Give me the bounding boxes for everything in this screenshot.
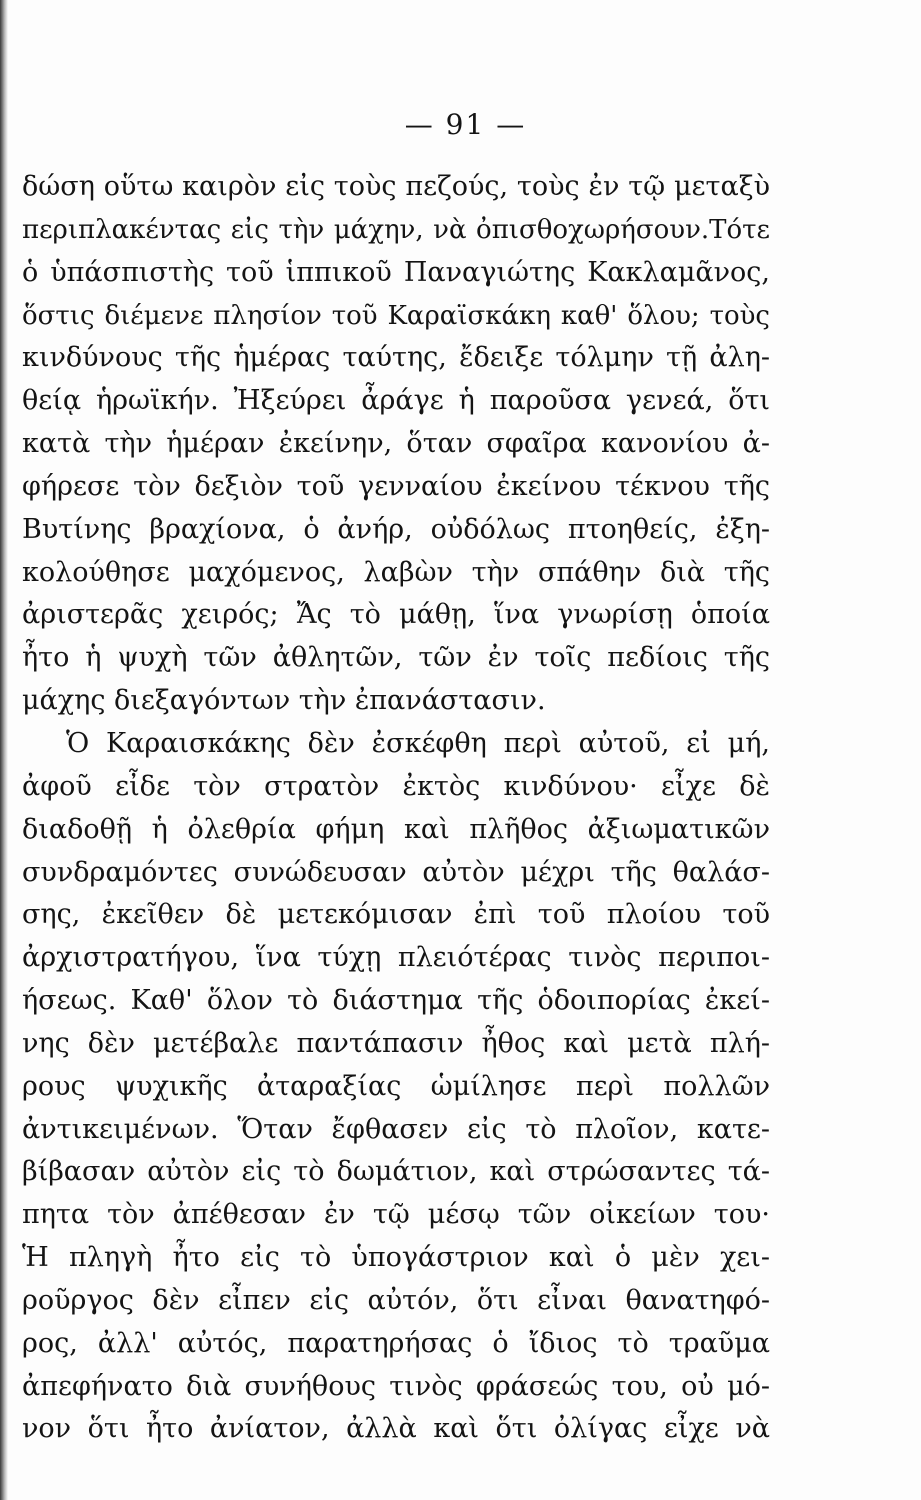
- text-line: ἀρχιστρατήγου, ἵνα τύχῃ πλειότέρας τινὸς περιποι-: [22, 942, 770, 974]
- text-line: βίβασαν αὐτὸν εἰς τὸ δωμάτιον, καὶ στρώσαντες τά-: [22, 1156, 770, 1188]
- text-line: ἀπεφήνατο διὰ συνήθους τινὸς φράσεώς του, οὐ μό-: [22, 1370, 770, 1402]
- text-line: νης δὲν μετέβαλε παντάπασιν ἦθος καὶ μετὰ πλή-: [22, 1027, 770, 1059]
- text-line-paragraph-start: Ὁ Καραισκάκης δὲν ἐσκέφθη περὶ αὐτοῦ, εἰ μή,: [66, 727, 770, 759]
- text-line: ἀντικειμένων. Ὅταν ἔφθασεν εἰς τὸ πλοῖον, κατε-: [22, 1113, 770, 1145]
- page-number: — 91 —: [404, 108, 527, 141]
- text-line: συνδραμόντες συνώδευσαν αὐτὸν μέχρι τῆς θαλάσ-: [22, 856, 770, 888]
- text-line: Ἡ πληγὴ ἦτο εἰς τὸ ὑπογάστριον καὶ ὁ μὲν χει-: [22, 1242, 770, 1274]
- text-line: ροῦργος δὲν εἶπεν εἰς αὐτόν, ὅτι εἶναι θανατηφό-: [22, 1284, 770, 1316]
- text-line: κινδύνους τῆς ἡμέρας ταύτης, ἔδειξε τόλμην τῇ ἀλη-: [22, 342, 770, 374]
- text-line-paragraph-end: μάχης διεξαγόντων τὴν ἐπανάστασιν.: [22, 685, 546, 717]
- body-text: [22, 166, 770, 1451]
- text-line: περιπλακέντας εἰς τὴν μάχην, νὰ ὀπισθοχωρήσουν.Τότε: [22, 214, 770, 245]
- text-line: ἀφοῦ εἶδε τὸν στρατὸν ἐκτὸς κινδύνου· εἶχε δὲ: [22, 770, 770, 802]
- text-line: διαδοθῇ ἡ ὀλεθρία φήμη καὶ πλῆθος ἀξιωματικῶν: [22, 813, 770, 845]
- text-line: κολούθησε μαχόμενος, λαβὼν τὴν σπάθην διὰ τῆς: [22, 556, 770, 588]
- text-line: θείᾳ ἡρωϊκήν. Ἠξεύρει ἆράγε ἡ παροῦσα γενεά, ὅτι: [22, 385, 770, 417]
- text-line: Βυτίνης βραχίονα, ὁ ἀνήρ, οὐδόλως πτοηθείς, ἐξη-: [22, 513, 770, 545]
- text-line: νον ὅτι ἦτο ἀνίατον, ἀλλὰ καὶ ὅτι ὀλίγας εἶχε νὰ: [22, 1413, 770, 1445]
- text-line: ἦτο ἡ ψυχὴ τῶν ἀθλητῶν, τῶν ἐν τοῖς πεδίοις τῆς: [22, 642, 770, 674]
- text-line: ὅστις διέμενε πλησίον τοῦ Καραϊσκάκη καθ' ὅλου; τοὺς: [22, 300, 770, 331]
- text-line: ὁ ὑπάσπιστὴς τοῦ ἱππικοῦ Παναγιώτης Κακλαμᾶνος,: [22, 256, 770, 288]
- text-line: φήρεσε τὸν δεξιὸν τοῦ γενναίου ἐκείνου τέκνου τῆς: [22, 470, 770, 502]
- text-line: ἀριστερᾶς χειρός; Ἄς τὸ μάθῃ, ἵνα γνωρίσῃ ὁποία: [22, 599, 770, 631]
- text-line: σης, ἐκεῖθεν δὲ μετεκόμισαν ἐπὶ τοῦ πλοίου τοῦ: [22, 899, 770, 931]
- text-line: ρος, ἀλλ' αὐτός, παρατηρήσας ὁ ἴδιος τὸ τραῦμα: [22, 1327, 770, 1359]
- text-line: δώση οὕτω καιρὸν εἰς τοὺς πεζούς, τοὺς ἐν τῷ μεταξὺ: [22, 171, 770, 202]
- text-line: κατὰ τὴν ἡμέραν ἐκείνην, ὅταν σφαῖρα κανονίου ἀ-: [22, 428, 770, 460]
- text-line: ρους ψυχικῆς ἀταραξίας ὡμίλησε περὶ πολλῶν: [22, 1070, 770, 1102]
- text-line: ήσεως. Καθ' ὅλον τὸ διάστημα τῆς ὁδοιπορίας ἐκεί-: [22, 985, 770, 1017]
- page-binding-shadow: [0, 0, 8, 1500]
- text-line: πητα τὸν ἀπέθεσαν ἐν τῷ μέσῳ τῶν οἰκείων του·: [22, 1199, 770, 1231]
